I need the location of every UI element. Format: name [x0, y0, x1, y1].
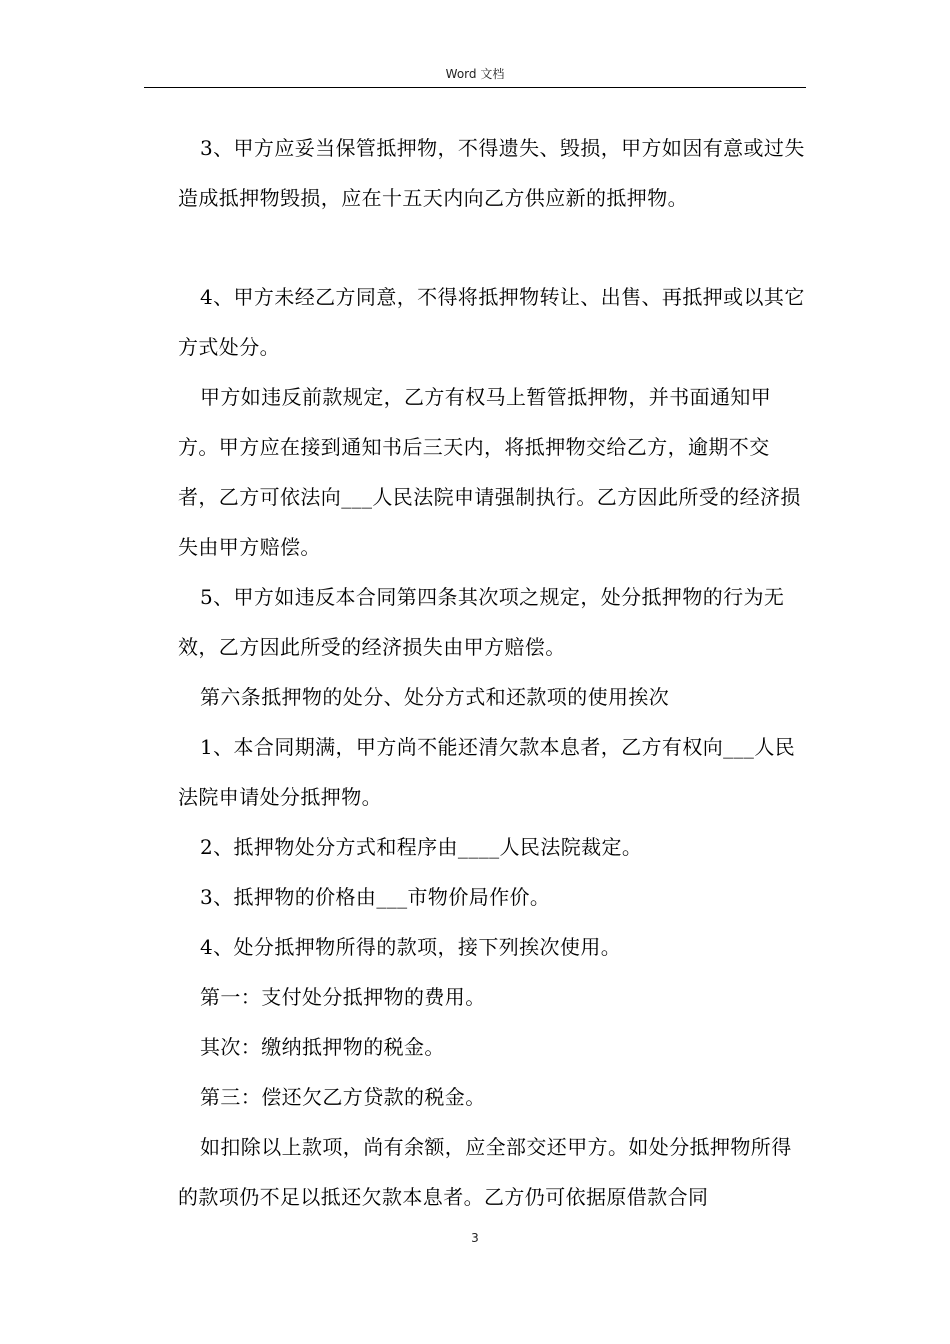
paragraph-item-3: 3、抵押物的价格由___市物价局作价。: [200, 885, 551, 909]
paragraph-order-second: 其次：缴纳抵押物的税金。: [200, 1035, 445, 1059]
page-header: Word 文档: [445, 67, 505, 81]
paragraph-item-2: 2、抵押物处分方式和程序由____人民法院裁定。: [200, 835, 643, 859]
paragraph-item-1: 1、本合同期满，甲方尚不能还清欠款本息者，乙方有权向___人民法院申请处分抵押物。: [178, 735, 796, 809]
paragraph-remainder: 如扣除以上款项，尚有余额，应全部交还甲方。如处分抵押物所得的款项仍不足以抵还欠款本息者。乙方仍可依据原借款合同: [178, 1135, 792, 1209]
header-rule: [144, 87, 806, 88]
paragraph-order-first: 第一：支付处分抵押物的费用。: [200, 985, 486, 1009]
paragraph-clause-4: 4、甲方未经乙方同意，不得将抵押物转让、出售、再抵押或以其它方式处分。: [178, 285, 805, 359]
paragraph-order-third: 第三：偿还欠乙方贷款的税金。: [200, 1085, 486, 1109]
paragraph-item-4: 4、处分抵押物所得的款项，接下列挨次使用。: [200, 935, 622, 959]
paragraph-clause-5: 5、甲方如违反本合同第四条其次项之规定，处分抵押物的行为无效，乙方因此所受的经济损失由甲方赔偿。: [178, 585, 785, 659]
paragraph-clause-3: 3、甲方应妥当保管抵押物，不得遗失、毁损，甲方如因有意或过失造成抵押物毁损，应在十五天内向乙方供应新的抵押物。: [178, 136, 805, 210]
page-number: 3: [471, 1231, 479, 1245]
paragraph-violation: 甲方如违反前款规定，乙方有权马上暂管抵押物，并书面通知甲方。甲方应在接到通知书后三天内，将抵押物交给乙方，逾期不交者，乙方可依法向___人民法院申请强制执行。乙方因此所受的经济损失由甲方赔偿。: [178, 385, 801, 559]
section-heading-article-6: 第六条抵押物的处分、处分方式和还款项的使用挨次: [200, 685, 670, 709]
